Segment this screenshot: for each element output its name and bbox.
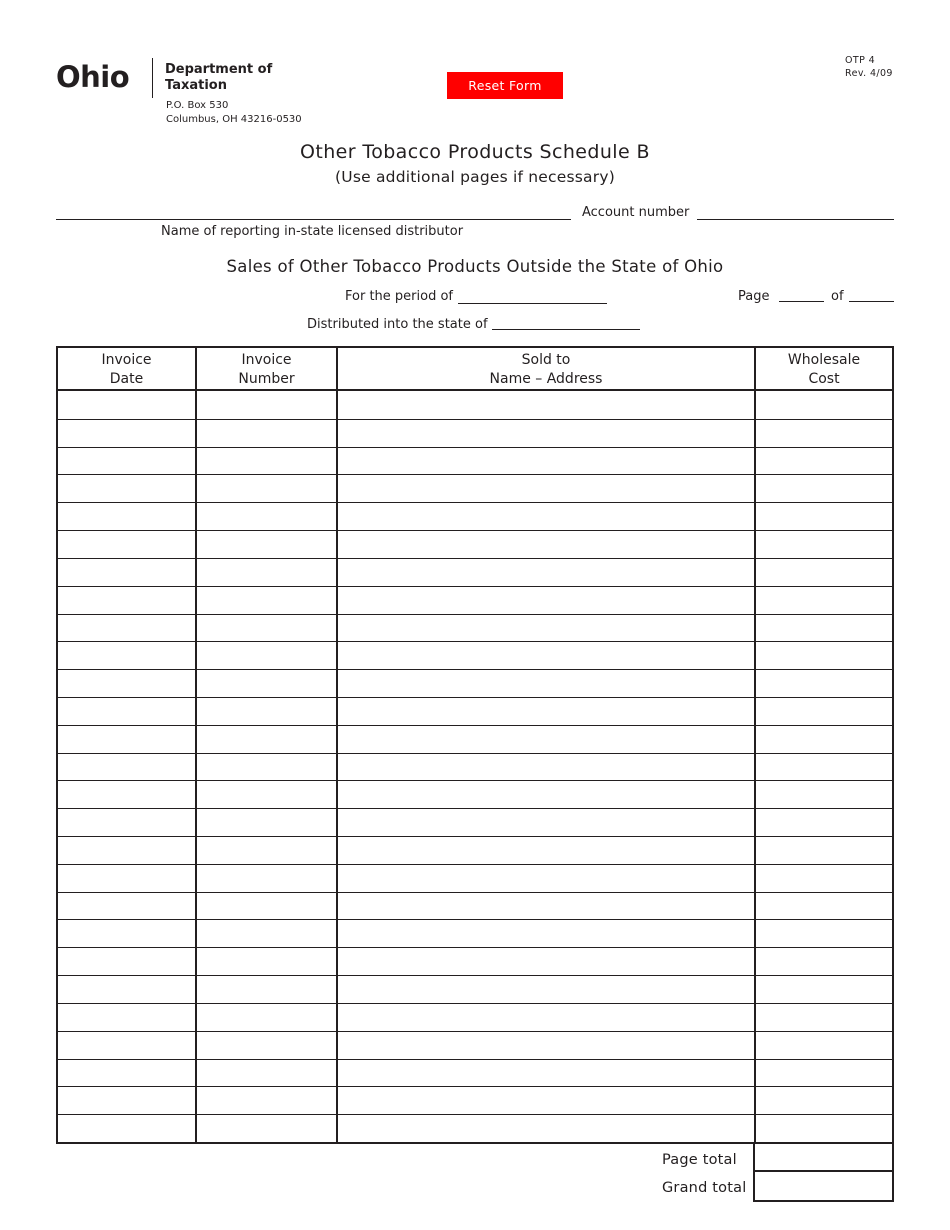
row-divider [58, 975, 892, 976]
table-row [58, 697, 892, 725]
sold-to-cell[interactable] [338, 586, 754, 614]
table-row [58, 725, 892, 753]
sold-to-cell[interactable] [338, 558, 754, 586]
table-row [58, 836, 892, 864]
wholesale-cost-cell[interactable] [756, 780, 892, 808]
row-divider [58, 641, 892, 642]
wholesale-cost-cell[interactable] [756, 1059, 892, 1087]
invoice-number-cell[interactable] [197, 975, 336, 1003]
row-divider [58, 447, 892, 448]
sold-to-cell[interactable] [338, 391, 754, 419]
sales-table [56, 346, 894, 1144]
row-divider [58, 697, 892, 698]
table-row [58, 419, 892, 447]
row-divider [58, 1059, 892, 1060]
invoice-number-cell[interactable] [197, 558, 336, 586]
invoice-number-cell[interactable] [197, 474, 336, 502]
invoice-number-cell[interactable] [197, 502, 336, 530]
period-field[interactable] [458, 303, 607, 304]
invoice-number-cell[interactable] [197, 864, 336, 892]
sold-to-cell[interactable] [338, 530, 754, 558]
column-header-sold-to: Sold to Name – Address [489, 352, 603, 387]
table-row [58, 947, 892, 975]
table-row [58, 1003, 892, 1031]
invoice-date-cell[interactable] [58, 447, 195, 475]
invoice-date-cell[interactable] [58, 780, 195, 808]
row-divider [58, 530, 892, 531]
sold-to-cell[interactable] [338, 975, 754, 1003]
row-divider [58, 780, 892, 781]
table-row [58, 502, 892, 530]
state-label: Distributed into the state of [307, 317, 488, 332]
row-divider [58, 558, 892, 559]
sold-to-cell[interactable] [338, 502, 754, 530]
sold-to-cell[interactable] [338, 474, 754, 502]
table-row [58, 1086, 892, 1114]
table-row [58, 558, 892, 586]
invoice-date-cell[interactable] [58, 975, 195, 1003]
wholesale-cost-cell[interactable] [756, 1114, 892, 1142]
grand-total-field[interactable] [755, 1172, 892, 1200]
invoice-number-cell[interactable] [197, 447, 336, 475]
row-divider [58, 919, 892, 920]
form-identifier [845, 54, 893, 80]
table-row [58, 1031, 892, 1059]
wholesale-cost-cell[interactable] [756, 641, 892, 669]
invoice-date-cell[interactable] [58, 725, 195, 753]
invoice-date-cell[interactable] [58, 753, 195, 781]
wholesale-cost-cell[interactable] [756, 836, 892, 864]
state-field[interactable] [492, 329, 640, 330]
invoice-date-cell[interactable] [58, 1086, 195, 1114]
invoice-number-cell[interactable] [197, 947, 336, 975]
sold-to-cell[interactable] [338, 614, 754, 642]
invoice-number-cell[interactable] [197, 725, 336, 753]
invoice-date-cell[interactable] [58, 558, 195, 586]
section-title: Sales of Other Tobacco Products Outside the State of Ohio [226, 257, 724, 276]
invoice-date-cell[interactable] [58, 947, 195, 975]
invoice-number-cell[interactable] [197, 808, 336, 836]
logo-wordmark: Ohio [56, 60, 130, 94]
page-total-field[interactable] [755, 1143, 892, 1170]
page-label: Page [738, 289, 770, 304]
table-row [58, 780, 892, 808]
invoice-number-cell[interactable] [197, 391, 336, 419]
sold-to-cell[interactable] [338, 641, 754, 669]
invoice-date-cell[interactable] [58, 1114, 195, 1142]
department-address: P.O. Box 530 Columbus, OH 43216-0530 [166, 100, 302, 125]
wholesale-cost-cell[interactable] [756, 558, 892, 586]
row-divider [58, 892, 892, 893]
invoice-number-cell[interactable] [197, 530, 336, 558]
row-divider [58, 669, 892, 670]
sold-to-cell[interactable] [338, 669, 754, 697]
invoice-date-cell[interactable] [58, 1059, 195, 1087]
invoice-number-cell[interactable] [197, 641, 336, 669]
sold-to-cell[interactable] [338, 1086, 754, 1114]
row-divider [58, 836, 892, 837]
row-divider [58, 725, 892, 726]
wholesale-cost-cell[interactable] [756, 892, 892, 920]
row-divider [58, 1086, 892, 1087]
invoice-number-cell[interactable] [197, 1114, 336, 1142]
table-row [58, 892, 892, 920]
row-divider [58, 1031, 892, 1032]
sold-to-cell[interactable] [338, 919, 754, 947]
form-number: OTP 4 [845, 55, 876, 66]
table-row [58, 391, 892, 419]
invoice-number-cell[interactable] [197, 780, 336, 808]
invoice-date-cell[interactable] [58, 391, 195, 419]
table-row [58, 474, 892, 502]
table-row [58, 614, 892, 642]
invoice-number-cell[interactable] [197, 1086, 336, 1114]
invoice-date-cell[interactable] [58, 836, 195, 864]
table-row [58, 669, 892, 697]
sold-to-cell[interactable] [338, 947, 754, 975]
sold-to-cell[interactable] [338, 892, 754, 920]
logo-divider [152, 58, 153, 98]
table-row [58, 586, 892, 614]
invoice-number-cell[interactable] [197, 669, 336, 697]
wholesale-cost-cell[interactable] [756, 753, 892, 781]
table-row [58, 530, 892, 558]
sold-to-cell[interactable] [338, 864, 754, 892]
sold-to-cell[interactable] [338, 1114, 754, 1142]
page-count-field[interactable] [849, 301, 894, 302]
row-divider [58, 864, 892, 865]
invoice-date-cell[interactable] [58, 614, 195, 642]
wholesale-cost-cell[interactable] [756, 919, 892, 947]
row-divider [58, 614, 892, 615]
totals-box [753, 1143, 894, 1202]
table-row [58, 753, 892, 781]
table-row [58, 447, 892, 475]
sold-to-cell[interactable] [338, 753, 754, 781]
row-divider [58, 753, 892, 754]
row-divider [58, 947, 892, 948]
row-divider [58, 1003, 892, 1004]
page-number-field[interactable] [779, 301, 824, 302]
wholesale-cost-cell[interactable] [756, 808, 892, 836]
invoice-number-cell[interactable] [197, 836, 336, 864]
invoice-date-cell[interactable] [58, 808, 195, 836]
row-divider [58, 474, 892, 475]
wholesale-cost-cell[interactable] [756, 614, 892, 642]
sold-to-cell[interactable] [338, 419, 754, 447]
invoice-number-cell[interactable] [197, 419, 336, 447]
sold-to-cell[interactable] [338, 780, 754, 808]
sold-to-cell[interactable] [338, 808, 754, 836]
table-row [58, 975, 892, 1003]
page-subtitle: (Use additional pages if necessary) [335, 168, 615, 186]
wholesale-cost-cell[interactable] [756, 447, 892, 475]
of-label: of [831, 289, 844, 304]
sold-to-cell[interactable] [338, 725, 754, 753]
wholesale-cost-cell[interactable] [756, 1031, 892, 1059]
wholesale-cost-cell[interactable] [756, 530, 892, 558]
page-total-label: Page total [662, 1152, 737, 1168]
column-header-wholesale-cost: Wholesale Cost [787, 352, 861, 387]
invoice-date-cell[interactable] [58, 669, 195, 697]
table-row [58, 1114, 892, 1142]
ohio-logo [56, 58, 306, 128]
invoice-number-cell[interactable] [197, 919, 336, 947]
account-number-label: Account number [582, 205, 690, 220]
sold-to-cell[interactable] [338, 1059, 754, 1087]
invoice-number-cell[interactable] [197, 1059, 336, 1087]
invoice-number-cell[interactable] [197, 1031, 336, 1059]
table-row [58, 864, 892, 892]
invoice-date-cell[interactable] [58, 586, 195, 614]
wholesale-cost-cell[interactable] [756, 391, 892, 419]
wholesale-cost-cell[interactable] [756, 1086, 892, 1114]
account-number-field[interactable] [697, 219, 894, 220]
distributor-name-label: Name of reporting in-state licensed distributor [161, 224, 464, 239]
sold-to-cell[interactable] [338, 836, 754, 864]
wholesale-cost-cell[interactable] [756, 697, 892, 725]
table-row [58, 1059, 892, 1087]
wholesale-cost-cell[interactable] [756, 725, 892, 753]
department-name: Department of Taxation [165, 62, 273, 93]
wholesale-cost-cell[interactable] [756, 947, 892, 975]
sold-to-cell[interactable] [338, 1031, 754, 1059]
row-divider [58, 808, 892, 809]
invoice-number-cell[interactable] [197, 892, 336, 920]
invoice-number-cell[interactable] [197, 753, 336, 781]
page-title: Other Tobacco Products Schedule B [300, 141, 650, 163]
row-divider [58, 502, 892, 503]
wholesale-cost-cell[interactable] [756, 864, 892, 892]
row-divider [58, 1114, 892, 1115]
row-divider [58, 419, 892, 420]
invoice-date-cell[interactable] [58, 502, 195, 530]
sold-to-cell[interactable] [338, 447, 754, 475]
invoice-date-cell[interactable] [58, 530, 195, 558]
wholesale-cost-cell[interactable] [756, 474, 892, 502]
invoice-date-cell[interactable] [58, 919, 195, 947]
invoice-date-cell[interactable] [58, 641, 195, 669]
invoice-date-cell[interactable] [58, 1003, 195, 1031]
wholesale-cost-cell[interactable] [756, 1003, 892, 1031]
invoice-date-cell[interactable] [58, 892, 195, 920]
invoice-date-cell[interactable] [58, 1031, 195, 1059]
wholesale-cost-cell[interactable] [756, 586, 892, 614]
wholesale-cost-cell[interactable] [756, 975, 892, 1003]
invoice-number-cell[interactable] [197, 614, 336, 642]
period-label: For the period of [345, 289, 453, 304]
invoice-number-cell[interactable] [197, 697, 336, 725]
form-revision: Rev. 4/09 [845, 68, 893, 79]
invoice-number-cell[interactable] [197, 586, 336, 614]
wholesale-cost-cell[interactable] [756, 419, 892, 447]
sold-to-cell[interactable] [338, 1003, 754, 1031]
wholesale-cost-cell[interactable] [756, 669, 892, 697]
reset-form-button[interactable]: Reset Form [447, 72, 563, 99]
invoice-date-cell[interactable] [58, 419, 195, 447]
invoice-date-cell[interactable] [58, 474, 195, 502]
distributor-name-field[interactable] [56, 219, 571, 220]
invoice-date-cell[interactable] [58, 864, 195, 892]
column-header-invoice-number: Invoice Number [238, 352, 295, 387]
row-divider [58, 586, 892, 587]
wholesale-cost-cell[interactable] [756, 502, 892, 530]
table-row [58, 919, 892, 947]
invoice-number-cell[interactable] [197, 1003, 336, 1031]
table-row [58, 808, 892, 836]
invoice-date-cell[interactable] [58, 697, 195, 725]
grand-total-label: Grand total [662, 1180, 747, 1196]
table-header [58, 348, 892, 391]
table-row [58, 641, 892, 669]
sold-to-cell[interactable] [338, 697, 754, 725]
column-header-invoice-date: Invoice Date [101, 352, 152, 387]
